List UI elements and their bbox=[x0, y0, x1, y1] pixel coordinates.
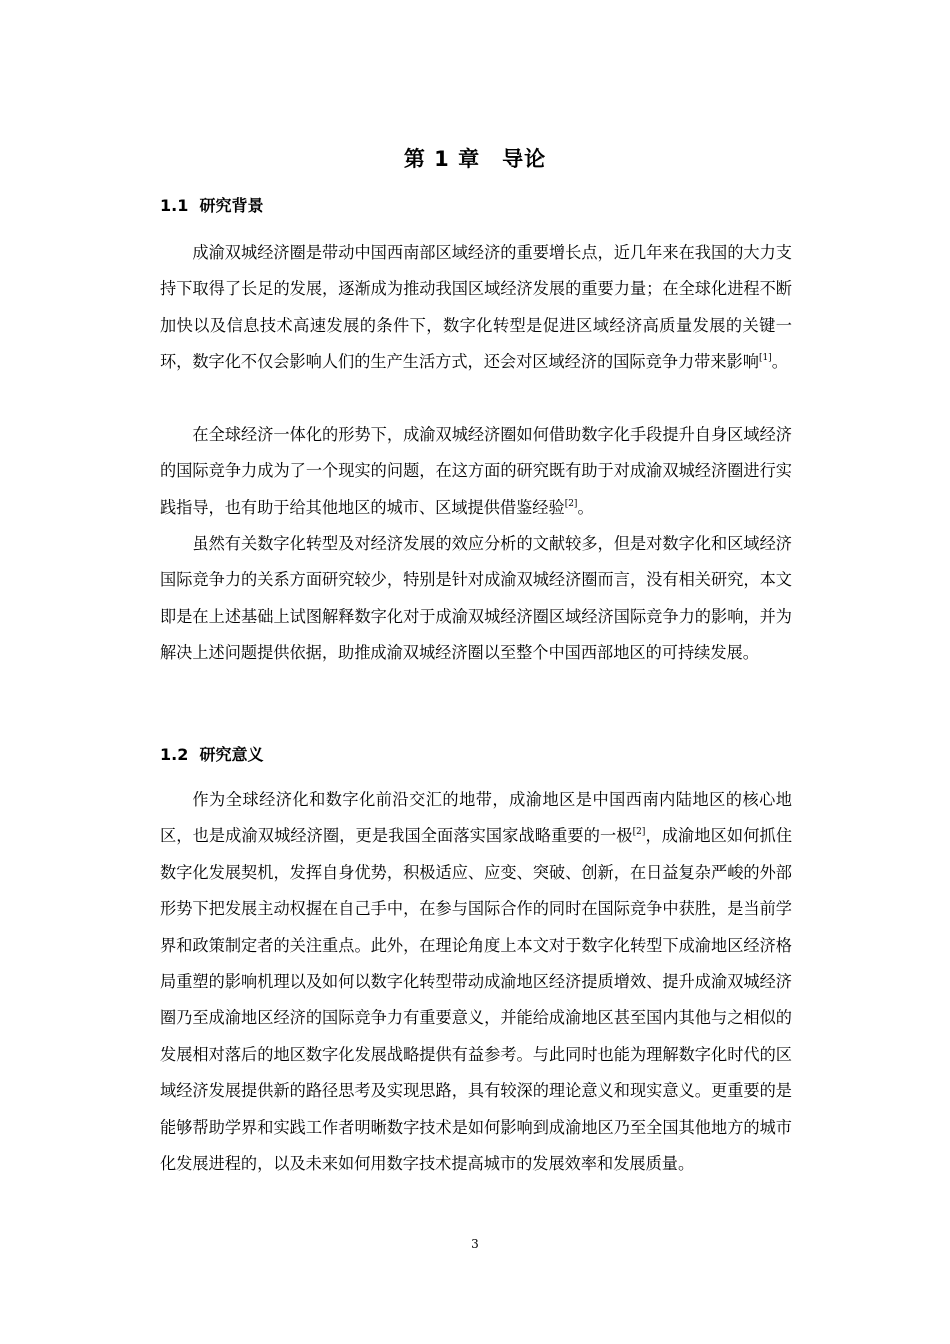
paragraph-text: 作为全球经济化和数字化前沿交汇的地带，成渝地区是中国西南内陆地区的核心地区，也是成渝双城经济圈，更是我国全面落实国家战略重要的一极 bbox=[160, 790, 792, 846]
paragraph-text: 在全球经济一体化的形势下，成渝双城经济圈如何借助数字化手段提升自身区域经济的国际竞争力成为了一个现实的问题，在这方面的研究既有助于对成渝双城经济圈进行实践指导，也有助于给其他地区的城市、区域提供借鉴经验 bbox=[160, 425, 792, 517]
section-heading-background: 1.1 研究背景 bbox=[160, 196, 264, 215]
paragraph-background-2 bbox=[160, 417, 792, 526]
paragraph-end: 。 bbox=[771, 352, 788, 372]
section-heading-significance: 1.2 研究意义 bbox=[160, 745, 264, 764]
page-number: 3 bbox=[471, 1237, 479, 1251]
citation-marker: [2] bbox=[632, 827, 646, 838]
paragraph-background-3: 虽然有关数字化转型及对经济发展的效应分析的文献较多，但是对数字化和区域经济国际竞争力的关系方面研究较少，特别是针对成渝双城经济圈而言，没有相关研究，本文即是在上述基础上试图解释数字化对于成渝双城经济圈区域经济国际竞争力的影响，并为解决上述问题提供依据，助推成渝双城经济圈以至整个中国西部地区的可持续发展。 bbox=[160, 534, 792, 663]
citation-marker: [2] bbox=[564, 498, 578, 509]
paragraph-text: 成渝双城经济圈是带动中国西南部区域经济的重要增长点，近几年来在我国的大力支持下取得了长足的发展，逐渐成为推动我国区域经济发展的重要力量；在全球化进程不断加快以及信息技术高速发展的条件下，数字化转型是促进区域经济高质量发展的关键一环，数字化不仅会影响人们的生产生活方式，还会对区域经济的国际竞争力带来影响 bbox=[160, 243, 792, 372]
paragraph-background-1 bbox=[160, 235, 792, 381]
paragraph-end: 。 bbox=[577, 497, 594, 517]
citation-marker: [1] bbox=[758, 353, 772, 364]
chapter-title: 第 1 章 导论 bbox=[403, 147, 547, 171]
paragraph-text-continued: ，成渝地区如何抓住数字化发展契机，发挥自身优势，积极适应、应变、突破、创新，在日益复杂严峻的外部形势下把发展主动权握在自己手中，在参与国际合作的同时在国际竞争中获胜，是当前学界和政策制定者的关注重点。此外，在理论角度上本文对于数字化转型下成渝地区经济格局重塑的影响机理以及如何以数字化转型带动成渝地区经济提质增效、提升成渝双城经济圈乃至成渝地区经济的国际竞争力有重要意义，并能给成渝地区甚至国内其他与之相似的发展相对落后的地区数字化发展战略提供有益参考。与此同时也能为理解数字化时代的区域经济发展提供新的路径思考及实现思路，具有较深的理论意义和现实意义。更重要的是能够帮助学界和实践工作者明晰数字技术是如何影响到成渝地区乃至全国其他地方的城市化发展进程的，以及未来如何用数字技术提高城市的发展效率和发展质量。 bbox=[160, 826, 793, 1174]
paragraph-significance-1 bbox=[160, 782, 792, 1182]
